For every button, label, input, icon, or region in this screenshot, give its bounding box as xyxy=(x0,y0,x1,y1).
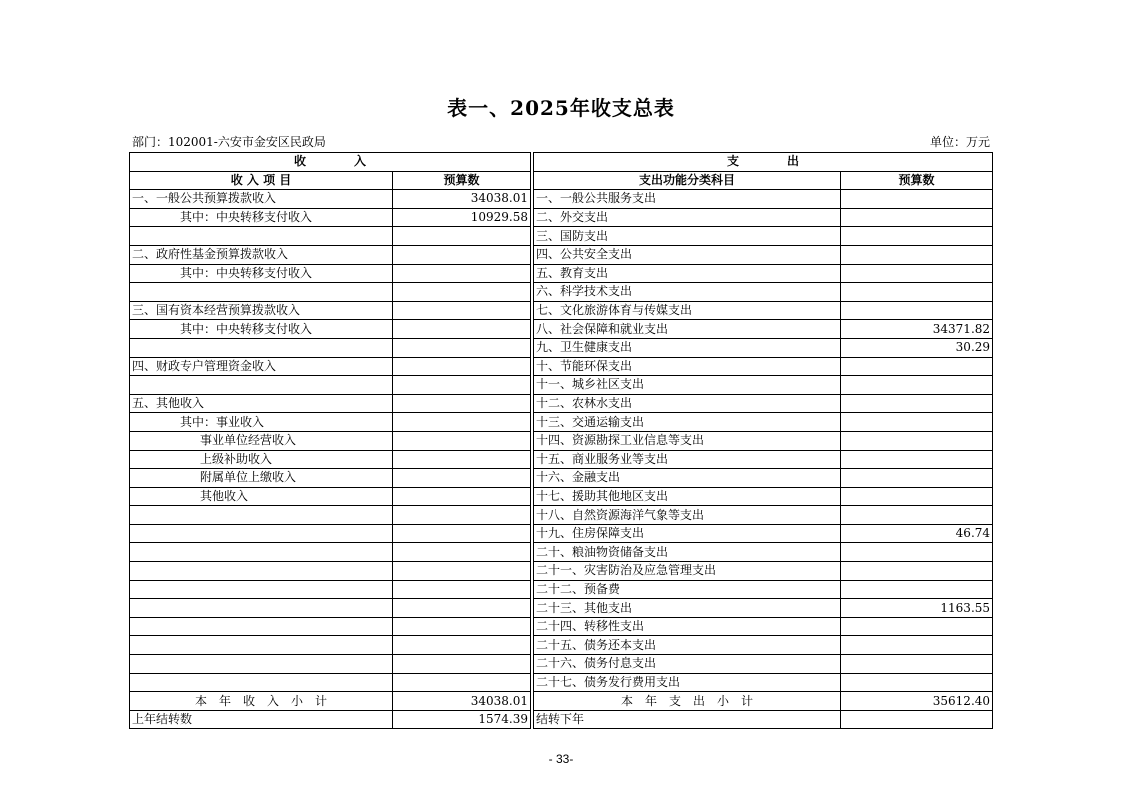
income-item xyxy=(130,524,393,543)
table-row xyxy=(130,543,993,562)
income-item xyxy=(130,376,393,395)
table-row xyxy=(130,338,993,357)
income-budget xyxy=(393,487,531,506)
expense-item: 四、公共安全支出 xyxy=(534,245,841,264)
income-budget xyxy=(393,673,531,692)
expense-budget xyxy=(841,301,993,320)
carryover-row xyxy=(130,710,993,729)
income-budget xyxy=(393,599,531,618)
income-item: 其中：中央转移支付收入 xyxy=(130,264,393,283)
expense-item: 二十一、灾害防治及应急管理支出 xyxy=(534,562,841,581)
expense-item: 二十三、其他支出 xyxy=(534,599,841,618)
table-row xyxy=(130,227,993,246)
expense-item: 五、教育支出 xyxy=(534,264,841,283)
income-budget xyxy=(393,580,531,599)
expense-subtotal-label: 本 年 支 出 小 计 xyxy=(534,692,841,711)
table-row xyxy=(130,562,993,581)
income-item xyxy=(130,283,393,302)
carryover-income-label: 上年结转数 xyxy=(130,710,393,729)
income-item: 二、政府性基金预算拨款收入 xyxy=(130,245,393,264)
income-item: 三、国有资本经营预算拨款收入 xyxy=(130,301,393,320)
expense-budget xyxy=(841,617,993,636)
expense-budget xyxy=(841,394,993,413)
income-budget xyxy=(393,264,531,283)
income-item-header: 收 入 项 目 xyxy=(130,171,393,190)
unit-label: 单位：万元 xyxy=(929,135,990,149)
income-item xyxy=(130,673,393,692)
income-item xyxy=(130,338,393,357)
expense-item: 十二、农林水支出 xyxy=(534,394,841,413)
income-budget: 10929.58 xyxy=(393,208,531,227)
table-row xyxy=(130,394,993,413)
expense-item: 八、社会保障和就业支出 xyxy=(534,320,841,339)
income-budget: 34038.01 xyxy=(393,190,531,209)
table-row xyxy=(130,636,993,655)
page-number: - 33- xyxy=(548,752,574,766)
income-item: 上级补助收入 xyxy=(130,450,393,469)
table-row xyxy=(130,413,993,432)
expense-budget xyxy=(841,580,993,599)
income-budget xyxy=(393,506,531,525)
expense-budget xyxy=(841,543,993,562)
table-row xyxy=(130,190,993,209)
expense-budget xyxy=(841,673,993,692)
table-row xyxy=(130,506,993,525)
income-budget xyxy=(393,543,531,562)
table-row xyxy=(130,320,993,339)
expense-budget-header: 预算数 xyxy=(841,171,993,190)
income-budget xyxy=(393,431,531,450)
income-item xyxy=(130,227,393,246)
expense-budget xyxy=(841,283,993,302)
income-subtotal-value: 34038.01 xyxy=(393,692,531,711)
carryover-expense-label: 结转下年 xyxy=(534,710,841,729)
expense-section-header: 支 出 xyxy=(534,153,993,172)
expense-item: 七、文化旅游体育与传媒支出 xyxy=(534,301,841,320)
table-row xyxy=(130,524,993,543)
expense-item: 十四、资源勘探工业信息等支出 xyxy=(534,431,841,450)
income-section-header: 收 入 xyxy=(130,153,531,172)
expense-subtotal-value: 35612.40 xyxy=(841,692,993,711)
table-row xyxy=(130,599,993,618)
expense-budget xyxy=(841,487,993,506)
department-label: 部门：102001-六安市金安区民政局 xyxy=(132,135,326,149)
expense-budget: 1163.55 xyxy=(841,599,993,618)
income-budget xyxy=(393,301,531,320)
income-item xyxy=(130,599,393,618)
expense-item: 二十、粮油物资储备支出 xyxy=(534,543,841,562)
income-item: 一、一般公共预算拨款收入 xyxy=(130,190,393,209)
expense-budget: 34371.82 xyxy=(841,320,993,339)
column-header-row xyxy=(130,171,993,190)
expense-item: 六、科学技术支出 xyxy=(534,283,841,302)
income-item xyxy=(130,562,393,581)
income-budget xyxy=(393,413,531,432)
income-budget xyxy=(393,617,531,636)
table-row xyxy=(130,264,993,283)
expense-item: 十六、金融支出 xyxy=(534,469,841,488)
income-item: 其中：事业收入 xyxy=(130,413,393,432)
income-item xyxy=(130,655,393,674)
subtotal-row xyxy=(130,692,993,711)
income-budget xyxy=(393,655,531,674)
page-title: 表一、2025年收支总表 xyxy=(447,96,675,120)
income-budget xyxy=(393,227,531,246)
table-row xyxy=(130,376,993,395)
expense-item: 二十七、债务发行费用支出 xyxy=(534,673,841,692)
table-row xyxy=(130,655,993,674)
expense-budget xyxy=(841,636,993,655)
expense-budget xyxy=(841,264,993,283)
expense-budget xyxy=(841,431,993,450)
expense-budget xyxy=(841,562,993,581)
expense-budget: 30.29 xyxy=(841,338,993,357)
income-budget xyxy=(393,320,531,339)
expense-budget xyxy=(841,450,993,469)
expense-item: 二十六、债务付息支出 xyxy=(534,655,841,674)
table-row xyxy=(130,357,993,376)
expense-item: 十一、城乡社区支出 xyxy=(534,376,841,395)
income-item: 附属单位上缴收入 xyxy=(130,469,393,488)
expense-budget xyxy=(841,208,993,227)
income-budget xyxy=(393,376,531,395)
table-row xyxy=(130,617,993,636)
income-item xyxy=(130,543,393,562)
expense-budget xyxy=(841,506,993,525)
expense-item: 十五、商业服务业等支出 xyxy=(534,450,841,469)
expense-item: 十七、援助其他地区支出 xyxy=(534,487,841,506)
table-row xyxy=(130,245,993,264)
expense-budget xyxy=(841,376,993,395)
expense-item: 三、国防支出 xyxy=(534,227,841,246)
income-budget xyxy=(393,562,531,581)
expense-item: 二十四、转移性支出 xyxy=(534,617,841,636)
expense-item: 二、外交支出 xyxy=(534,208,841,227)
table-row xyxy=(130,487,993,506)
expense-budget xyxy=(841,190,993,209)
table-row xyxy=(130,283,993,302)
income-item: 五、其他收入 xyxy=(130,394,393,413)
expense-item: 一、一般公共服务支出 xyxy=(534,190,841,209)
income-item xyxy=(130,580,393,599)
expense-budget xyxy=(841,357,993,376)
table-row xyxy=(130,431,993,450)
expense-item: 十、节能环保支出 xyxy=(534,357,841,376)
expense-budget xyxy=(841,655,993,674)
expense-budget xyxy=(841,227,993,246)
income-budget xyxy=(393,394,531,413)
income-budget xyxy=(393,357,531,376)
income-budget xyxy=(393,338,531,357)
income-item xyxy=(130,506,393,525)
expense-item: 十九、住房保障支出 xyxy=(534,524,841,543)
income-item xyxy=(130,617,393,636)
expense-budget xyxy=(841,245,993,264)
table-row xyxy=(130,208,993,227)
income-budget xyxy=(393,245,531,264)
expense-budget xyxy=(841,469,993,488)
table-row xyxy=(130,301,993,320)
income-budget xyxy=(393,524,531,543)
income-item: 四、财政专户管理资金收入 xyxy=(130,357,393,376)
income-budget xyxy=(393,450,531,469)
expense-item: 十八、自然资源海洋气象等支出 xyxy=(534,506,841,525)
income-item: 事业单位经营收入 xyxy=(130,431,393,450)
carryover-income-value: 1574.39 xyxy=(393,710,531,729)
income-item: 其他收入 xyxy=(130,487,393,506)
table-row xyxy=(130,673,993,692)
income-budget xyxy=(393,469,531,488)
expense-budget xyxy=(841,413,993,432)
income-item: 其中：中央转移支付收入 xyxy=(130,208,393,227)
expense-item: 二十五、债务还本支出 xyxy=(534,636,841,655)
income-item: 其中：中央转移支付收入 xyxy=(130,320,393,339)
table-row xyxy=(130,580,993,599)
income-budget-header: 预算数 xyxy=(393,171,531,190)
expense-item: 二十二、预备费 xyxy=(534,580,841,599)
table-row xyxy=(130,450,993,469)
income-item xyxy=(130,636,393,655)
budget-table xyxy=(129,152,993,729)
expense-item: 九、卫生健康支出 xyxy=(534,338,841,357)
income-subtotal-label: 本 年 收 入 小 计 xyxy=(130,692,393,711)
expense-budget: 46.74 xyxy=(841,524,993,543)
carryover-expense-value xyxy=(841,710,993,729)
section-header-row xyxy=(130,153,993,172)
table-row xyxy=(130,469,993,488)
income-budget xyxy=(393,283,531,302)
expense-item-header: 支出功能分类科目 xyxy=(534,171,841,190)
income-budget xyxy=(393,636,531,655)
expense-item: 十三、交通运输支出 xyxy=(534,413,841,432)
